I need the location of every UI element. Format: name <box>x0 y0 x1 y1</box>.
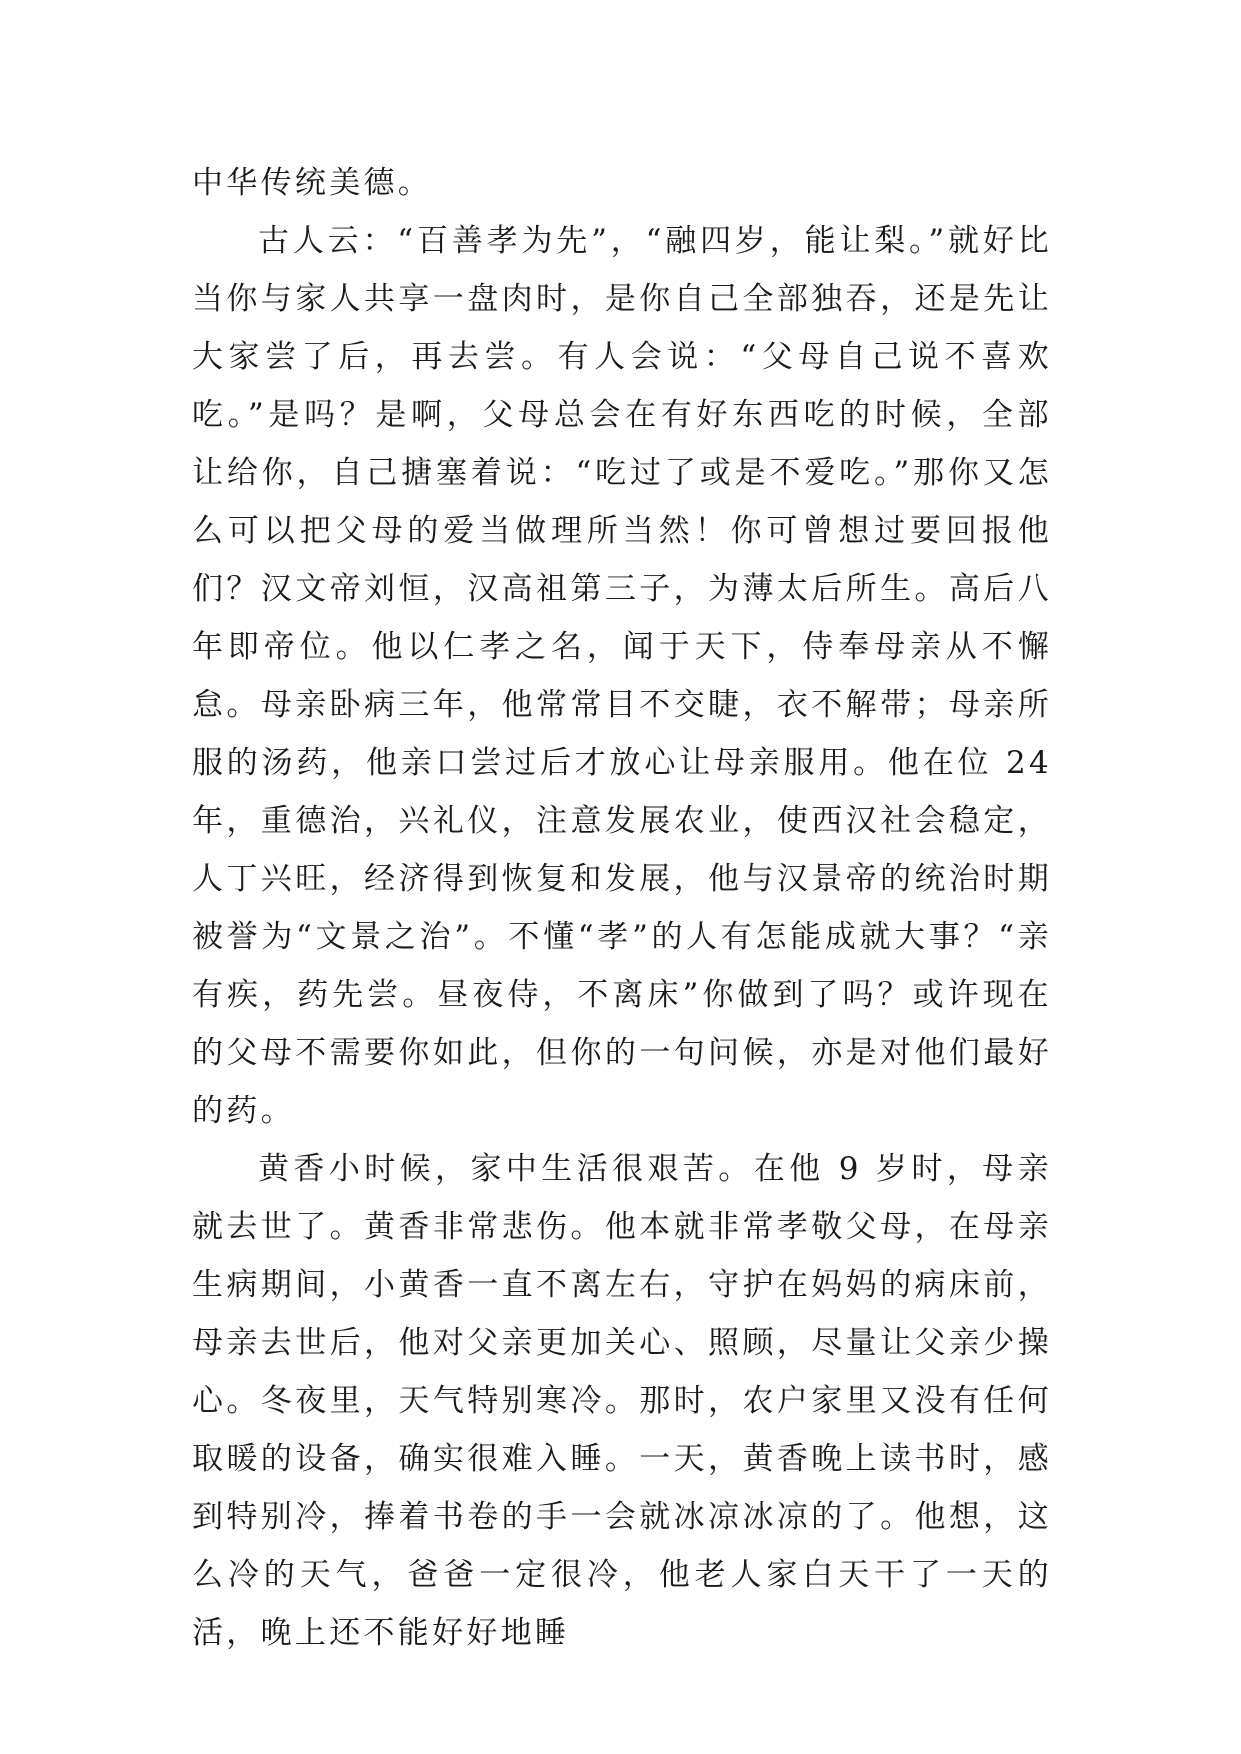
paragraph-huang-xiang: 黄香小时候，家中生活很艰苦。在他 9 岁时，母亲就去世了。黄香非常悲伤。他本就非常孝敬父母，在母亲生病期间，小黄香一直不离左右，守护在妈妈的病床前，母亲去世后，他对父亲更加关心、照顾，尽量让父亲少操心。冬夜里，天气特别寒冷。那时，农户家里又没有任何取暖的设备，确实很难入睡。一天，黄香晚上读书时，感到特别冷，捧着书卷的手一会就冰凉冰凉的了。他想，这么冷的天气，爸爸一定很冷，他老人家白天干了一天的活，晚上还不能好好地睡 <box>192 1151 1052 1651</box>
paragraph-filial-piety-emperor-wen: 古人云：“百善孝为先”，“融四岁，能让梨。”就好比当你与家人共享一盘肉时，是你自己全部独吞，还是先让大家尝了后，再去尝。有人会说：“父母自己说不喜欢吃。”是吗？是啊，父母总会在有好东西吃的时候，全部让给你，自己搪塞着说：“吃过了或是不爱吃。”那你又怎么可以把父母的爱当做理所当然！你可曾想过要回报他们？汉文帝刘恒，汉高祖第三子，为薄太后所生。高后八年即帝位。他以仁孝之名，闻于天下，侍奉母亲从不懈怠。母亲卧病三年，他常常目不交睫，衣不解带；母亲所服的汤药，他亲口尝过后才放心让母亲服用。他在位 24 年，重德治，兴礼仪，注意发展农业，使西汉社会稳定，人丁兴旺，经济得到恢复和发展，他与汉景帝的统治时期被誉为“文景之治”。不懂“孝”的人有怎能成就大事？“亲有疾，药先尝。昼夜侍，不离床”你做到了吗？或许现在的父母不需要你如此，但你的一句问候，亦是对他们最好的药。 <box>192 223 1052 1129</box>
document-body <box>192 154 1052 1662</box>
paragraph-continuation: 中华传统美德。 <box>192 165 433 201</box>
